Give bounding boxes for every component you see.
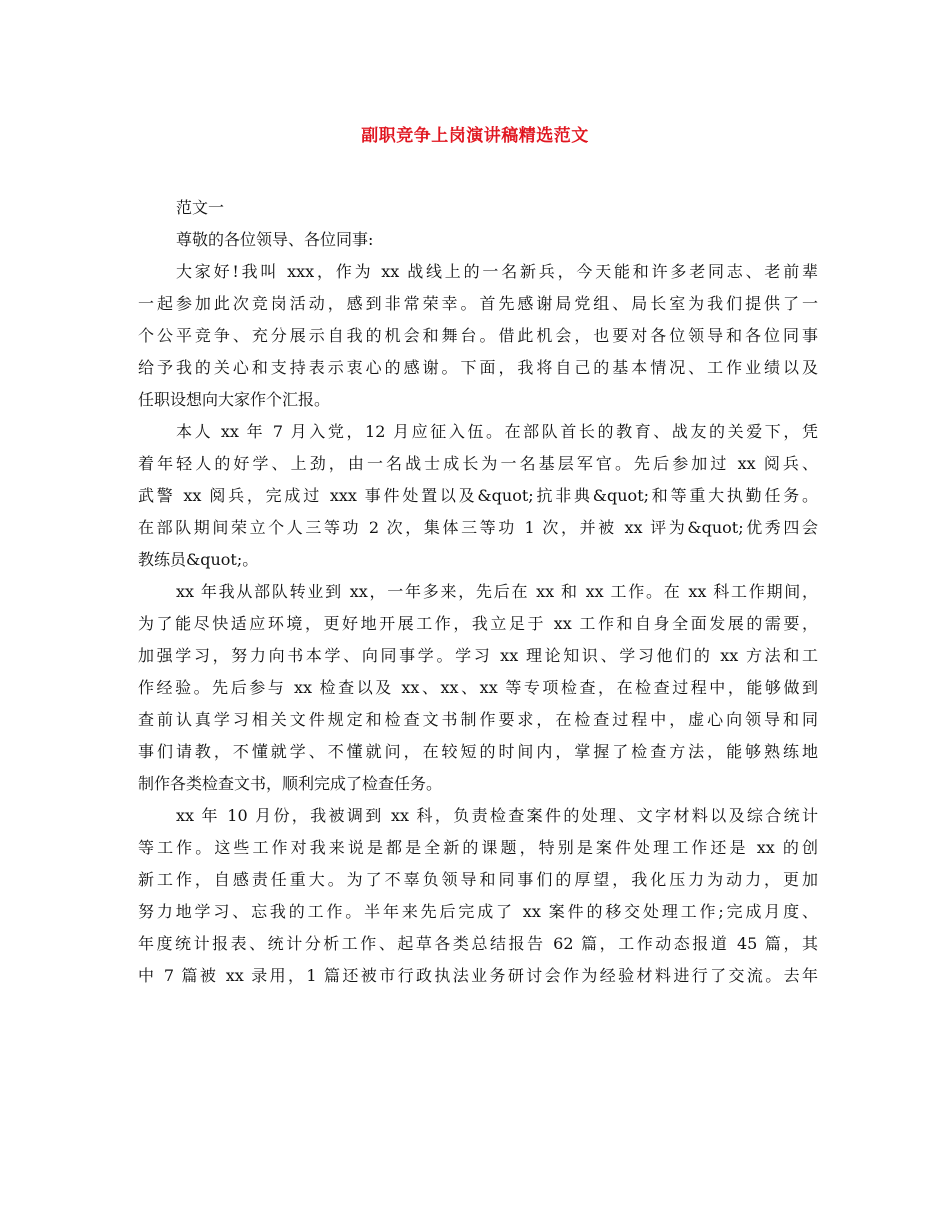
text-line: xx 年 10 月份，我被调到 xx 科，负责检查案件的处理、文字材料以及综合统计 bbox=[176, 806, 818, 825]
text-line: 加强学习，努力向书本学、向同事学。学习 xx 理论知识、学习他们的 xx 方法和工 bbox=[138, 646, 818, 665]
text-line: 中 7 篇被 xx 录用，1 篇还被市行政执法业务研讨会作为经验材料进行了交流。去年 bbox=[138, 966, 818, 985]
text-line: 等工作。这些工作对我来说是都是全新的课题，特别是案件处理工作还是 xx 的创 bbox=[138, 838, 818, 857]
text-line: 作经验。先后参与 xx 检查以及 xx、xx、xx 等专项检查，在检查过程中，能够做到 bbox=[138, 678, 818, 697]
text-line: 制作各类检查文书，顺利完成了检查任务。 bbox=[138, 774, 443, 793]
text-line: 年度统计报表、统计分析工作、起草各类总结报告 62 篇，工作动态报道 45 篇，其 bbox=[138, 934, 818, 953]
text-line: 个公平竞争、充分展示自我的机会和舞台。借此机会，也要对各位领导和各位同事 bbox=[138, 326, 818, 345]
document-body bbox=[138, 192, 818, 992]
text-line: 武警 xx 阅兵，完成过 xxx 事件处置以及&quot;抗非典&quot;和等重大执勤任务。 bbox=[138, 486, 818, 505]
text-line: 努力地学习、忘我的工作。半年来先后完成了 xx 案件的移交处理工作;完成月度、 bbox=[138, 902, 818, 921]
text-line: 任职设想向大家作个汇报。 bbox=[138, 390, 331, 409]
text-line: 大家好!我叫 xxx，作为 xx 战线上的一名新兵，今天能和许多老同志、老前辈 bbox=[176, 262, 818, 281]
text-line: 为了能尽快适应环境，更好地开展工作，我立足于 xx 工作和自身全面发展的需要， bbox=[138, 614, 818, 633]
text-line: 着年轻人的好学、上劲，由一名战士成长为一名基层军官。先后参加过 xx 阅兵、 bbox=[138, 454, 818, 473]
text-line: 在部队期间荣立个人三等功 2 次，集体三等功 1 次，并被 xx 评为&quot;优秀四会 bbox=[138, 518, 818, 537]
text-line: 查前认真学习相关文件规定和检查文书制作要求，在检查过程中，虚心向领导和同 bbox=[138, 710, 818, 729]
text-line: 本人 xx 年 7 月入党，12 月应征入伍。在部队首长的教育、战友的关爱下，凭 bbox=[176, 422, 818, 441]
text-line: 给予我的关心和支持表示衷心的感谢。下面，我将自己的基本情况、工作业绩以及 bbox=[138, 358, 818, 377]
text-line: 尊敬的各位领导、各位同事: bbox=[176, 230, 374, 249]
text-line: 事们请教，不懂就学、不懂就问，在较短的时间内，掌握了检查方法，能够熟练地 bbox=[138, 742, 818, 761]
text-line: 一起参加此次竞岗活动，感到非常荣幸。首先感谢局党组、局长室为我们提供了一 bbox=[138, 294, 818, 313]
text-line: 新工作，自感责任重大。为了不辜负领导和同事们的厚望，我化压力为动力，更加 bbox=[138, 870, 818, 889]
text-line: 范文一 bbox=[176, 198, 225, 217]
document-title: 副职竞争上岗演讲稿精选范文 bbox=[361, 126, 589, 146]
text-line: 教练员&quot;。 bbox=[138, 550, 259, 569]
text-line: xx 年我从部队转业到 xx，一年多来，先后在 xx 和 xx 工作。在 xx 科工作期间， bbox=[176, 582, 818, 601]
